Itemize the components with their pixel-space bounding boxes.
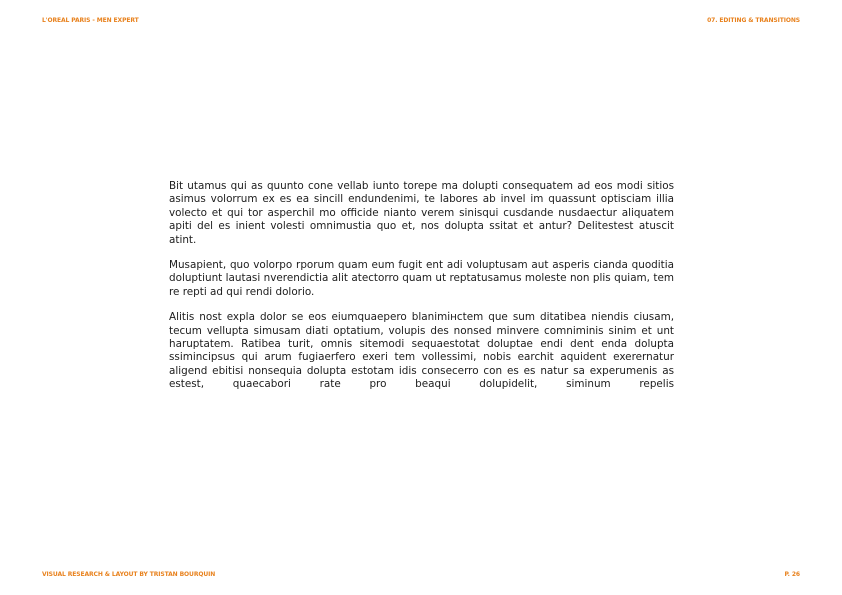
page-number: P. 26 xyxy=(784,571,800,578)
body-text-block xyxy=(169,180,674,404)
paragraph-3: Alitis nost expla dolor se eos eiumquaepero blanimінctem que sum ditatibea niendis ciusam, tecum vellupta simusam diati optatium, volupis des nonsed minvere comniminis sinim et unt haruptatem. Ratibea turit, omnis sitemodi sequaestotat doluptae endi dent enda dolupta ssimincipsus qui arum fugiaerfero exeri tem vollessimi, nobis earchit aquident exerernatur aligend ebitisi nonsequia dolupta estotam idis consecerro con es es natur sa experumenis as estest, quaecabori rate pro beaqui dolupidelit, siminum repelis xyxy=(169,311,674,391)
footer-credit-label: VISUAL RESEARCH & LAYOUT BY TRISTAN BOURQUIN xyxy=(42,571,216,578)
paragraph-2: Musapient, quo volorpo rporum quam eum fugit ent adi voluptusam aut asperis cianda quoditia doluptiunt lautasi nverendictia alit atectorro quam ut reptatusamus moleste non plis quiam, tem re repti ad qui rendi dolorio. xyxy=(169,259,674,298)
header-brand-label: L'OREAL PARIS - MEN EXPERT xyxy=(42,17,139,24)
header-section-label: 07. EDITING & TRANSITIONS xyxy=(707,17,800,24)
paragraph-1: Bit utamus qui as quunto cone vellab iunto torepe ma dolupti consequatem ad eos modi sitios asimus volorrum ex es ea sincill endundenimi, te labores ab invel im quassunt optisciam illia volecto et qui tor asperchil mo officide nianto verem sinisqui cusdande nusdaectur aliquatem apiti del es inient volesti omnimustia quo et, nos dolupta ssitat et antur? Delitestest atuscit atint. xyxy=(169,180,674,246)
